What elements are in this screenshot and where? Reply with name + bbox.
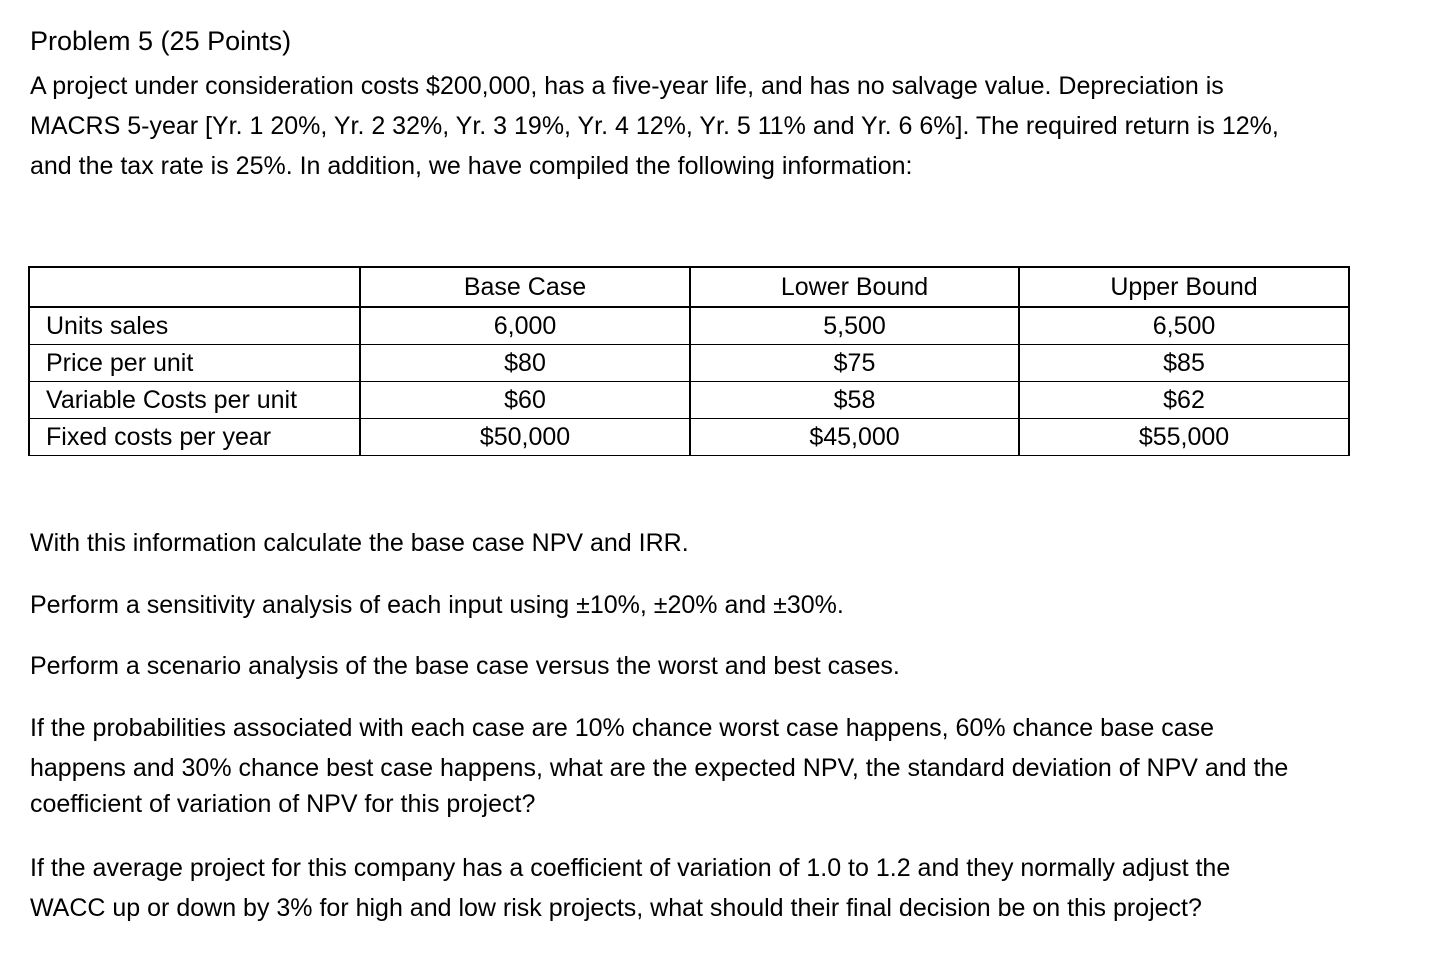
lower-bound-value: $58 — [690, 382, 1019, 419]
base-case-value: $50,000 — [360, 419, 690, 456]
question-line: WACC up or down by 3% for high and low risk projects, what should their final decision be on this project? — [30, 894, 1202, 922]
header-base-case: Base Case — [360, 267, 690, 307]
base-case-value: $80 — [360, 345, 690, 382]
table-row — [29, 307, 1349, 345]
intro-line: A project under consideration costs $200,000, has a five-year life, and has no salvage value. Depreciation is — [30, 72, 1224, 100]
lower-bound-value: 5,500 — [690, 307, 1019, 345]
project-info-table — [28, 266, 1350, 456]
header-empty — [29, 267, 360, 307]
table-row — [29, 382, 1349, 419]
intro-line: MACRS 5-year [Yr. 1 20%, Yr. 2 32%, Yr. 3 19%, Yr. 4 12%, Yr. 5 11% and Yr. 6 6%]. The required return is 12%, — [30, 112, 1279, 140]
question-line: coefficient of variation of NPV for this project? — [30, 790, 536, 818]
question-line: If the probabilities associated with each case are 10% chance worst case happens, 60% chance base case — [30, 714, 1215, 742]
lower-bound-value: $75 — [690, 345, 1019, 382]
question-scenario: Perform a scenario analysis of the base case versus the worst and best cases. — [30, 652, 900, 680]
question-line: happens and 30% chance best case happens, what are the expected NPV, the standard deviation of NPV and the — [30, 754, 1289, 782]
problem-intro — [30, 66, 1410, 186]
header-lower-bound: Lower Bound — [690, 267, 1019, 307]
table-row — [29, 419, 1349, 456]
question-npv-irr: With this information calculate the base case NPV and IRR. — [30, 529, 689, 557]
base-case-value: 6,000 — [360, 307, 690, 345]
problem-title: Problem 5 (25 Points) — [30, 26, 292, 56]
row-label: Variable Costs per unit — [29, 382, 360, 419]
header-upper-bound: Upper Bound — [1019, 267, 1349, 307]
question-probabilities — [30, 708, 1420, 824]
question-final-decision — [30, 848, 1420, 928]
table-row — [29, 345, 1349, 382]
base-case-value: $60 — [360, 382, 690, 419]
upper-bound-value: $62 — [1019, 382, 1349, 419]
row-label: Fixed costs per year — [29, 419, 360, 456]
table-header-row — [29, 267, 1349, 307]
upper-bound-value: $85 — [1019, 345, 1349, 382]
question-sensitivity: Perform a sensitivity analysis of each input using ±10%, ±20% and ±30%. — [30, 591, 844, 619]
upper-bound-value: 6,500 — [1019, 307, 1349, 345]
intro-line: and the tax rate is 25%. In addition, we have compiled the following information: — [30, 152, 913, 180]
upper-bound-value: $55,000 — [1019, 419, 1349, 456]
lower-bound-value: $45,000 — [690, 419, 1019, 456]
row-label: Price per unit — [29, 345, 360, 382]
row-label: Units sales — [29, 307, 360, 345]
question-line: If the average project for this company has a coefficient of variation of 1.0 to 1.2 and they normally adjust the — [30, 854, 1231, 882]
